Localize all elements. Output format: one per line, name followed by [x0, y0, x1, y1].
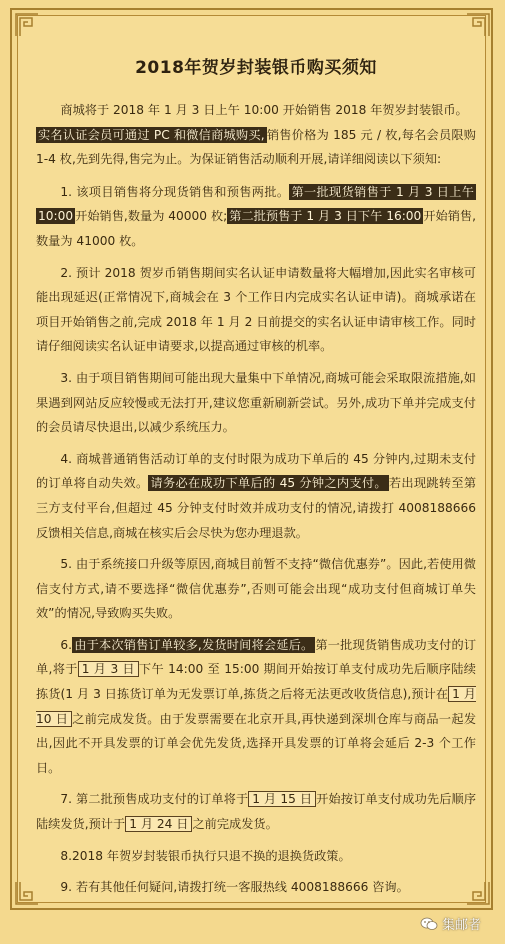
item-4-text-b: 若出现跳转至第三方支付平台,但超过 45 分钟支付时效并成功支付的情况,请拨打 4008188666 反馈相关信息,商城在核实后会尽快为您办理退款。 — [36, 476, 477, 540]
item-6-text-c: 之前完成发货。由于发票需要在北京开具,再快递到深圳仓库与商品一起发出,因此不开具发票的订单会优先发货,选择开具发票的订单将会延后 2-3 个工作日。 — [36, 711, 477, 775]
item-4-text-a: 4. 商城普通销售活动订单的支付时限为成功下单后的 45 分钟内,过期未支付的订单将自动失效。 — [36, 451, 476, 491]
notice-item-4 — [36, 447, 476, 545]
item-1-text-b: 开始销售,数量为 40000 枚; — [75, 209, 228, 224]
notice-content — [36, 56, 476, 907]
watermark-text: 集邮者 — [441, 918, 481, 933]
item-4-highlight: 请务必在成功下单后的 45 分钟之内支付。 — [150, 476, 387, 491]
item-7-date-box-1: 1 月 15 日 — [248, 791, 316, 807]
item-6-date-box-2: 1 月 10 日 — [36, 687, 476, 726]
page-title: 2018年贺岁封装银币购买须知 — [135, 58, 377, 78]
item-1-text-c: 开始销售,数量为 41000 枚。 — [36, 209, 477, 248]
item-1-highlight-2: 第二批预售于 1 月 3 日下午 16:00 — [229, 209, 422, 224]
item-6-text-b: 下午 14:00 至 15:00 期间开始按订单支付成功先后顺序陆续拣货(1 月 3 日拣货订单为无发票订单,拣货之后将无法更改收货信息),预计在 — [36, 662, 476, 702]
item-6-number: 6. — [60, 637, 73, 652]
notice-item-1 — [36, 180, 476, 254]
notice-item-8: 8.2018 年贺岁封装银币执行只退不换的退换货政策。 — [60, 848, 351, 863]
item-6-date-box-1: 1 月 3 日 — [78, 661, 139, 677]
item-7-text-b: 开始按订单支付成功先后顺序陆续发货,预计于 — [36, 792, 477, 832]
wechat-icon — [420, 917, 438, 931]
item-1-highlight-1: 第一批现货销售于 1 月 3 日上午 10:00 — [38, 184, 474, 224]
notice-item-7 — [36, 787, 476, 836]
item-7-date-box-2: 1 月 24 日 — [125, 816, 192, 832]
item-7-text-c: 之前完成发货。 — [192, 817, 278, 832]
watermark — [420, 914, 481, 933]
item-7-text-a: 7. 第二批预售成功支付的订单将于 — [60, 792, 249, 807]
corner-ornament-icon — [14, 12, 40, 38]
item-6-text-a: 第一批现货销售成功支付的订单,将于 — [36, 637, 477, 677]
notice-item-6 — [36, 633, 476, 781]
notice-item-5: 5. 由于系统接口升级等原因,商城目前暂不支持“微信优惠券”。因此,若使用微信支付方式,请不要选择“微信优惠券”,否则可能会出现“成功支付但商城订单失效”的情况,导致购买失败。 — [36, 557, 476, 621]
notice-item-2: 2. 预计 2018 贺岁币销售期间实名认证申请数量将大幅增加,因此实名审核可能出现延迟(正常情况下,商城会在 3 个工作日内完成实名认证申请)。商城承诺在项目开始销售之前,完成 2018 年 1 月 2 日前提交的实名认证申请审核工作。同时请仔细阅读实名认证申请要求,以提高通过审核的机率。 — [36, 265, 476, 354]
notice-item-9: 9. 若有其他任何疑问,请拨打统一客服热线 4008188666 咨询。 — [60, 880, 409, 895]
intro-highlight: 实名认证会员可通过 PC 和微信商城购买, — [38, 127, 265, 142]
intro-text-2: 销售价格为 185 元 / 枚,每名会员限购 1-4 枚,先到先得,售完为止。为保证销售活动顺利开展,请详细阅读以下须知: — [36, 127, 476, 167]
item-6-highlight: 由于本次销售订单较多,发货时间将会延后。 — [74, 637, 314, 652]
corner-ornament-icon — [465, 12, 491, 38]
notice-item-3: 3. 由于项目销售期间可能出现大量集中下单情况,商城可能会采取限流措施,如果遇到网站反应较慢或无法打开,建议您重新刷新尝试。另外,成功下单并完成支付的会员请尽快退出,以减少系统压力。 — [36, 370, 476, 435]
item-1-text-a: 1. 该项目销售将分现货销售和预售两批。 — [60, 184, 290, 199]
intro-paragraph — [36, 98, 476, 172]
intro-text-1: 商城将于 2018 年 1 月 3 日上午 10:00 开始销售 2018 年贺岁封装银币。 — [60, 103, 468, 117]
